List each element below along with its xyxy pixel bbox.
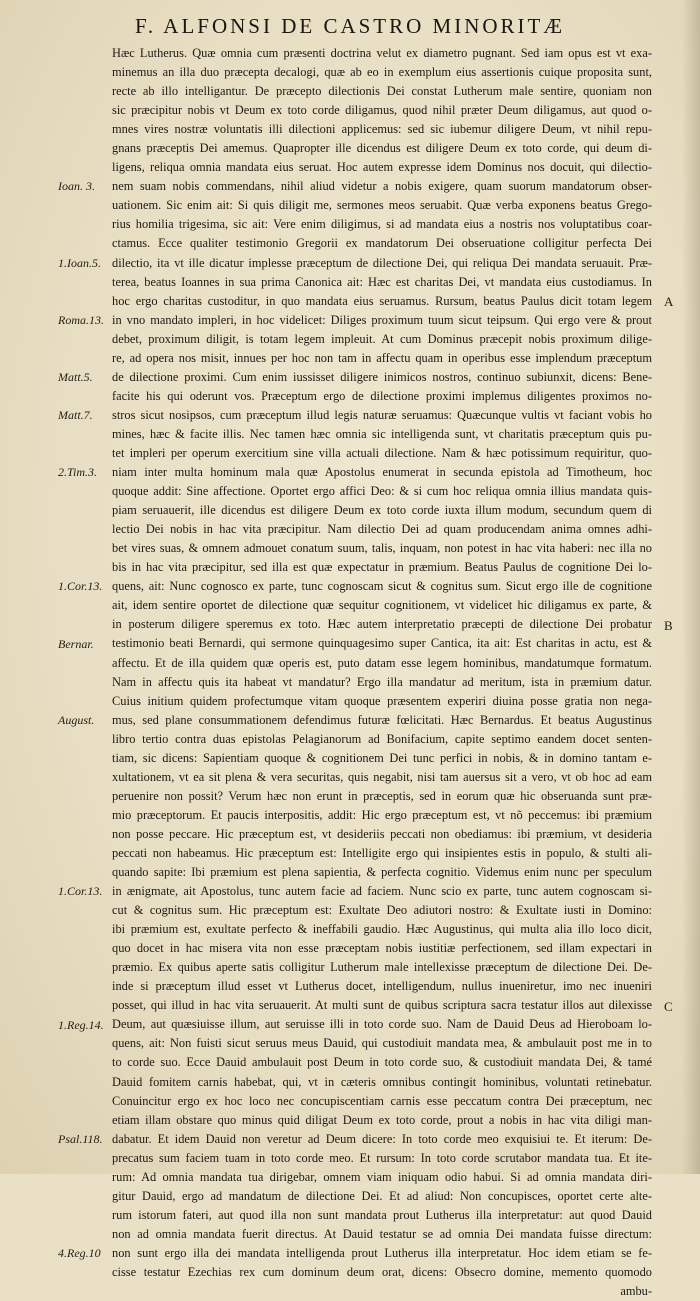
text-line: peccati non habeamus. Hic præceptum est: Intelligite ergo qui insipientes estis in populo, & stulti ali-: [112, 845, 652, 860]
text-line: tiam, sic dicens: Sapientiam quoque & cognitionem Dei tunc perfici in nobis, & in domino tantam e-: [112, 750, 652, 765]
text-line: quens, ait: Non fuisti sicut seruus meus Dauid, qui custodiuit mandata mea, & ambulauit post me in to: [112, 1036, 652, 1051]
text-line: lectio Dei nobis in hac vita præcipitur. Nam dilectio Dei ad quam producendam anima omnes adhi-: [112, 522, 652, 537]
text-line: xultationem, vt ea sit plena & vera securitas, quis negabit, nisi tam auersus sit a vero, vt ob hoc ad eam: [112, 769, 652, 784]
marginal-reference: 1.Ioan.5.: [58, 255, 101, 270]
marginal-reference: 1.Cor.13.: [58, 884, 103, 899]
text-line: affectu. Et de illa quidem quæ operis est, puto datam esse legem hominibus, mandatumque formatum.: [112, 655, 652, 670]
marginal-reference: 1.Reg.14.: [58, 1017, 104, 1032]
section-letter: A: [664, 293, 674, 309]
text-line: gnans præceptis Dei amemus. Quapropter ille dicendus est diligere Deum ex toto corde, qui deum di-: [112, 141, 652, 156]
marginal-reference: Psal.118.: [58, 1131, 103, 1146]
text-line: quens, ait: Nunc cognosco ex parte, tunc cognoscam sicut & cognitus sum. Sicut ergo ille de cognitione: [112, 579, 652, 594]
marginal-reference: August.: [58, 712, 95, 727]
body-text: [112, 44, 652, 1301]
text-line: quando sapite: Ibi præmium est plena sapientia, & perfecta cognitio. Videmus enim nunc per speculum: [112, 865, 652, 880]
text-line: mnes vires nostræ voluntatis illi dilectioni applicemus: sed sic iubemur diligere Deum, vt nihil repu-: [112, 122, 652, 137]
text-line: peruenire non possit? Verum hæc non erunt in præceptis, sed in eorum quæ hic obseruanda sunt præ-: [112, 788, 652, 803]
text-line: nem suam nobis commendans, nihil aliud videtur a nobis exigere, quam suorum mandatorum obser-: [112, 179, 652, 194]
section-letter: C: [664, 998, 673, 1014]
marginal-reference: 1.Cor.13.: [58, 579, 103, 594]
text-line: in ænigmate, ait Apostolus, tunc autem facie ad faciem. Nunc scio ex parte, tunc autem cognoscam si-: [112, 884, 652, 899]
text-line: sic præcipitur nobis vt Deum ex toto corde diligamus, quod nihil præter Deum diligamus, aut quod o-: [112, 103, 652, 118]
text-line: ibi præmium est, exultate perfecto & ineffabili gaudio. Hæc Augustinus, qui multa alia illo loco dicit,: [112, 922, 652, 937]
text-line: piam seruauerit, ille dicendus est diligere Deum ex toto corde iuxta illum modum, secundum quem di: [112, 503, 652, 518]
marginal-reference: 2.Tim.3.: [58, 465, 98, 480]
text-line: tet impleri per operum exercitium sine villa actuali dilectione. Nam & hæc potissimum requiritur, quo-: [112, 445, 652, 460]
text-line: ait, idem sentire oportet de dilectione quæ sequitur cognitionem, vt videlicet hic diligamus ex parte, &: [112, 598, 652, 613]
text-line: ambu-: [620, 1284, 652, 1299]
running-head: F. ALFONSI DE CASTRO MINORITÆ: [134, 14, 566, 38]
text-line: etiam illam obstare quo minus quid diligat Deum ex toto corde, prout a nobis in hac vita diligi man-: [112, 1112, 652, 1127]
text-line: mus, sed plane consummationem defendimus futuræ fœlicitati. Hæc Bernardus. Et beatus Augustinus: [112, 712, 652, 727]
text-line: non sunt ergo illa dei mandata intelligenda prout Lutherus illa interpretatur. Hoc idem etiam se fe-: [112, 1245, 652, 1260]
text-line: Nam in affectu quis ita habeat vt mandatur? Ergo illa mandatur ad meritum, ista in præmium datur.: [112, 674, 652, 689]
text-line: mio præceptorum. Et paucis interpositis, addit: Hic ergo præceptum est, vt nõ peccemus: ibi præmium: [112, 807, 652, 822]
text-line: terea, beatus Ioannes in sua prima Canonica ait: Hæc est charitas Dei, vt mandata eius custodiamus. In: [112, 274, 652, 289]
text-line: facite his qui oderunt vos. Præceptum ergo de dilectione proximi implemus diligentes proximos no-: [112, 388, 652, 403]
text-line: to corde suo. Ecce Dauid ambulauit post Deum in toto corde suo, & custodiuit mandata Dei, & tamé: [112, 1055, 652, 1070]
text-line: dilectio, ita vt ille dicatur implesse præceptum de dilectione Dei, qui reliqua Dei mandata seruauit. Præ-: [112, 255, 652, 270]
text-line: cut & cognitus sum. Hic præceptum est: Exultate Deo adiutori nostro: & Exultate iusti in Domino:: [112, 903, 652, 918]
text-line: non ad omnia mandata fuerit directus. At Dauid testatur se ad omnia Dei mandata fuisse directum:: [112, 1226, 652, 1241]
marginal-reference: Matt.5.: [58, 369, 93, 384]
text-line: de dilectione proximi. Cum enim iussisset diligere inimicos nostros, continuo subiunxit, dicens: Bene-: [112, 369, 652, 384]
text-line: libro tertio contra duas epistolas Pelagianorum ad Bonifacium, capite septimo eandem docet senten-: [112, 731, 652, 746]
section-letter: B: [664, 617, 673, 633]
text-line: in vno mandato impleri, in hoc videlicet: Diliges proximum tuum sicut teipsum. Qui ergo vere & prout: [112, 312, 652, 327]
text-line: debet, proximum diligit, is totam legem impleuit. At cum Dominus præcepit nobis proximum dilige-: [112, 331, 652, 346]
text-line: cisse testatur Ezechias rex cum dominum deum orat, dicens: Obsecro domine, memento quomodo: [112, 1265, 652, 1279]
text-line: bet vires suas, & omnem admouet conatum suum, talis, inquam, non potest in hac vita haberi: nec illa no: [112, 541, 652, 556]
marginal-reference: Matt.7.: [58, 407, 93, 422]
text-line: Cuius initium quidem profectumque vitam quoque præsentem experiri diuina posse gratia non nega-: [112, 693, 652, 708]
text-line: rius homilia trigesima, sic ait: Vere enim diligimus, si ad mandata eius a nostris nos voluptatibus coar-: [112, 217, 652, 232]
text-line: Deum, aut quæsiuisse illum, aut seruisse illi in toto corde suo. Nam de Dauid Deus ad Hieroboam lo-: [112, 1017, 652, 1032]
text-line: non posse peccare. Hic præceptum est, vt desideriis peccati non obediamus: ibi præmium, vt desideria: [112, 826, 652, 841]
text-line: uationem. Sic enim ait: Si quis diligit me, sermones meos seruabit. Quæ verba exponens beatus Grego-: [112, 198, 652, 213]
text-line: niam inter multa hominum mala quæ Apostolus enumerat in secunda epistola ad Timotheum, hoc: [112, 465, 652, 480]
text-line: Dauid fomitem carnis habebat, qui, vt in cæteris omnibus contingit hominibus, voluntati retinebatur.: [112, 1074, 652, 1089]
text-line: minemus an illa duo præcepta decalogi, quæ ab eo in exemplum eius assertionis cuique proposita sunt,: [112, 65, 652, 80]
marginal-reference: Roma.13.: [58, 312, 104, 327]
text-line: Hæc Lutherus. Quæ omnia cum præsenti doctrina velut ex diametro pugnant. Sed iam opus est vt exa-: [112, 46, 652, 60]
text-line: quo docet in hac misera vita non esse præceptam nobis iustitiæ perfectionem, sed illam expectari in: [112, 941, 652, 956]
text-line: stros sicut nosipsos, cum præceptum illud legis naturæ seruamus: Quæcunque vultis vt faciant vobis ho: [112, 407, 652, 422]
text-line: dabatur. Et idem Dauid non veretur ad Deum dicere: In toto corde meo exquisiui te. Et iterum: De-: [112, 1131, 652, 1146]
text-line: rum: Ad omnia mandata tua dirigebar, omnem viam iniquam odio habui. Si ad omnia mandata diri-: [112, 1169, 652, 1184]
text-line: in posterum diligere speremus ex toto. Hæc autem interpretatio præcepti de dilectione Dei probatur: [112, 617, 652, 632]
text-line: precatus sum faciem tuam in toto corde meo. Et rursum: In toto corde scrutabor mandata tua. Et ite-: [112, 1150, 652, 1165]
marginal-reference: 4.Reg.10: [58, 1246, 101, 1261]
text-line: ctamus. Ecce qualiter testimonio Gregorii ex mandatorum Dei obseruatione colligitur perfecta Dei: [112, 236, 652, 251]
text-line: gitur Dauid, ergo ad mandatum de dilectione Dei. Et ad aliud: Non concupisces, oportet certe alte-: [112, 1188, 652, 1203]
marginal-reference: Bernar.: [58, 636, 94, 651]
text-line: inde si præceptum illud esset vt Lutherus docet, intelligendum, nullus inueniretur, imo nec inueniri: [112, 979, 652, 994]
text-line: hoc ergo charitas custoditur, in quo mandata eius seruamus. Rursum, beatus Paulus dicit totam legem: [112, 293, 652, 308]
text-line: ligens, reliqua omnia mandata eius seruat. Hoc autem expresse idem Dominus nos docuit, qui dilectio-: [112, 160, 652, 175]
text-line: mines, hæc & facite illis. Nec tamen hæc omnia sic intelligenda sunt, vt charitatis præceptum quis pu-: [112, 426, 652, 441]
marginal-reference: Ioan. 3.: [58, 179, 95, 194]
page-gutter-shadow: [682, 0, 700, 1174]
text-line: rum istorum fateri, aut quod illa non sunt mandata prout Lutherus illa interpretatur: aut quod Dauid: [112, 1207, 652, 1222]
text-line: testimonio beati Bernardi, qui sermone quinquagesimo super Cantica, ita ait: Est charitas in actu, est &: [112, 636, 652, 651]
text-line: præmio. Ex quibus aperte satis colligitur Lutherum male intellexisse præceptum de dilectione Dei. De-: [112, 960, 652, 975]
text-line: posset, qui illud in hac vita seruauerit. At multi sunt de quibus scriptura sacra testatur illos aut dilexisse: [112, 998, 652, 1013]
text-line: quoque addit: Sine affectione. Oportet ergo affici Deo: & si cum hoc reliqua omnia illius mandata quis-: [112, 484, 652, 499]
text-line: Conuincitur ergo ex hoc loco nec concupiscentiam carnis esse peccatum contra Dei præceptum, nec: [112, 1093, 652, 1108]
text-line: bis in hac vita præcipitur, sed illa est quæ expectatur in præmium. Beatus Paulus de cognitione Dei lo-: [112, 560, 652, 575]
text-line: re, ad opera nos misit, innues per hoc non tam in affectu quam in operibus esse implendum præceptum: [112, 350, 652, 365]
text-line: recte ab illo intelligantur. De præcepto dilectionis Dei constat Lutherum male sentire, quoniam non: [112, 84, 652, 99]
